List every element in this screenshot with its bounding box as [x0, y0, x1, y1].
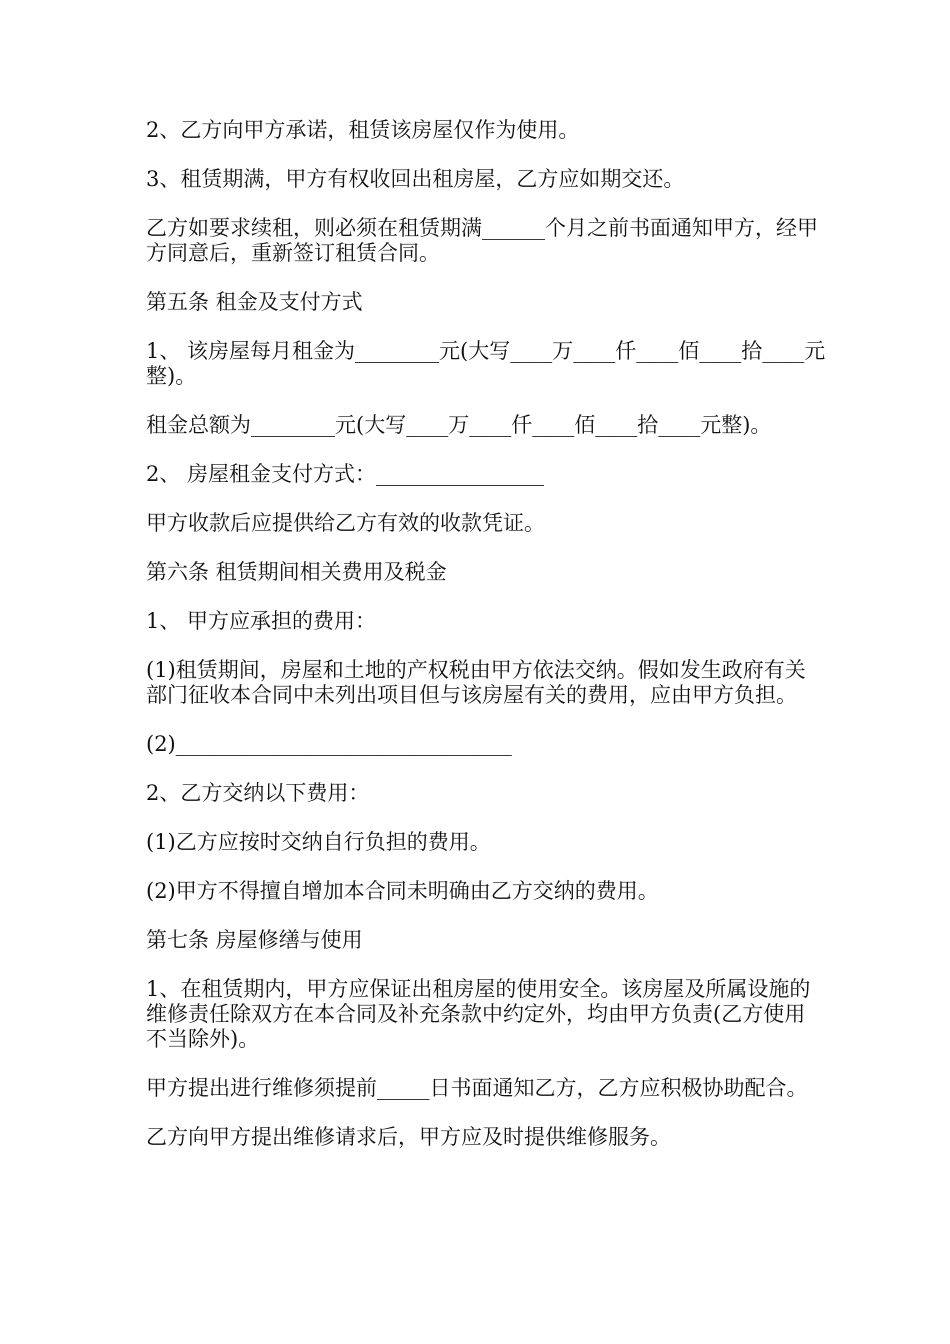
monthly-rent-paragraph: 1、 该房屋每月租金为________元(大写____万____仟____佰____拾____元整)。 — [146, 339, 826, 388]
receipt-paragraph: 甲方收款后应提供给乙方有效的收款凭证。 — [146, 511, 545, 535]
clause-4-item-3: 3、租赁期满，甲方有权收回出租房屋，乙方应如期交还。 — [146, 167, 685, 191]
party-a-fees-item-2: (2)________________________________ — [146, 732, 512, 756]
party-b-fees-item-2: (2)甲方不得擅自增加本合同未明确由乙方交纳的费用。 — [146, 879, 659, 903]
party-b-fees-item-1: (1)乙方应按时交纳自行负担的费用。 — [146, 830, 491, 854]
clause-4-item-2: 2、乙方向甲方承诺，租赁该房屋仅作为使用。 — [146, 118, 580, 142]
section-heading-7: 第七条 房屋修缮与使用 — [146, 928, 363, 952]
renewal-paragraph: 乙方如要求续租，则必须在租赁期满______个月之前书面通知甲方，经甲方同意后，重新签订租赁合同。 — [146, 216, 818, 265]
total-rent-paragraph: 租金总额为________元(大写____万____仟____佰____拾____元整)。 — [146, 413, 772, 437]
payment-method-paragraph: 2、 房屋租金支付方式：________________ — [146, 462, 545, 486]
repair-notice-paragraph: 甲方提出进行维修须提前_____日书面通知乙方，乙方应积极协助配合。 — [146, 1076, 808, 1100]
section-heading-5: 第五条 租金及支付方式 — [146, 290, 363, 314]
party-a-fees-item-1: (1)租赁期间，房屋和土地的产权税由甲方依法交纳。假如发生政府有关部门征收本合同中未列出项目但与该房屋有关的费用，应由甲方负担。 — [146, 658, 806, 707]
party-b-fees-heading: 2、乙方交纳以下费用： — [146, 781, 370, 805]
document-body — [146, 118, 826, 1174]
repair-item-1: 1、在租赁期内，甲方应保证出租房屋的使用安全。该房屋及所属设施的维修责任除双方在本合同及补充条款中约定外，均由甲方负责(乙方使用不当除外)。 — [146, 977, 811, 1051]
section-heading-6: 第六条 租赁期间相关费用及税金 — [146, 560, 447, 584]
repair-request-paragraph: 乙方向甲方提出维修请求后，甲方应及时提供维修服务。 — [146, 1125, 671, 1149]
party-a-fees-heading: 1、 甲方应承担的费用： — [146, 609, 377, 633]
